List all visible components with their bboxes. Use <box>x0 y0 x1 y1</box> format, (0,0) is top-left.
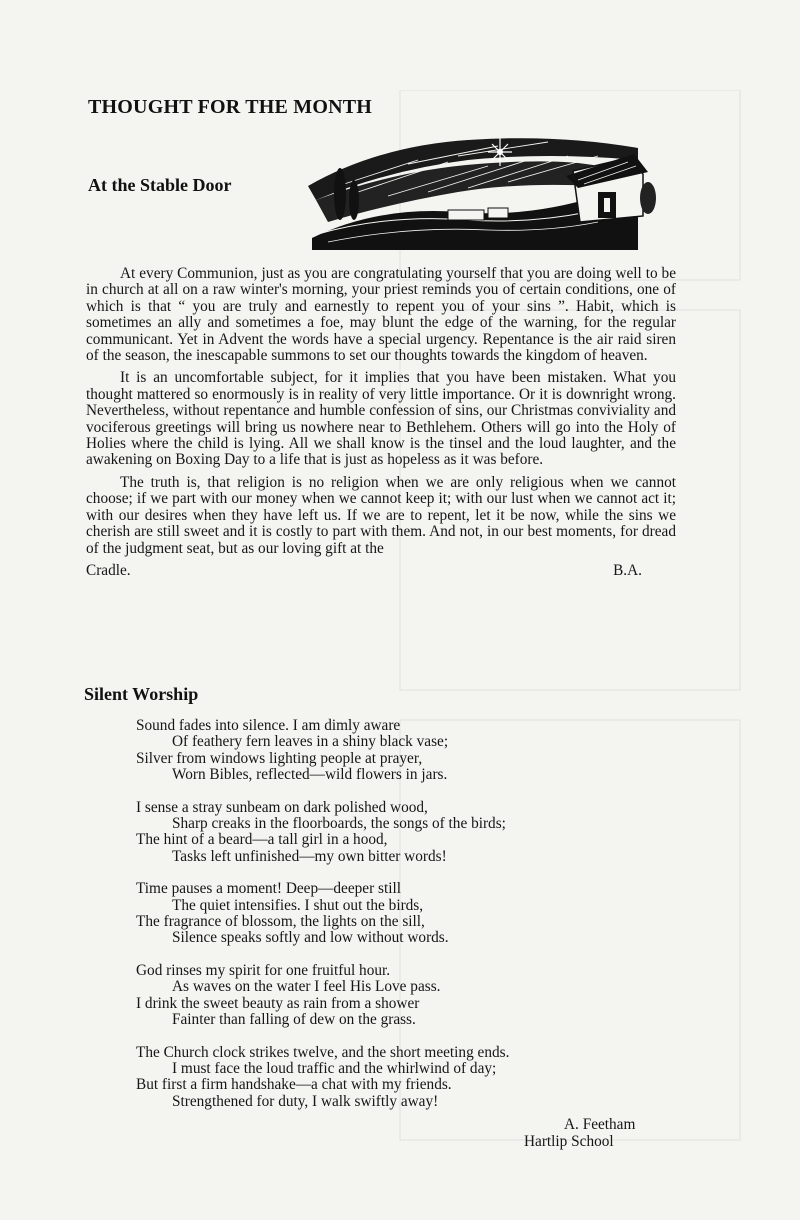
poem-line: Strengthened for duty, I walk swiftly away! <box>172 1092 439 1110</box>
poem-attribution <box>524 1117 635 1150</box>
poem-line: Sharp creaks in the floorboards, the songs of the birds; <box>172 815 506 833</box>
article-title: At the Stable Door <box>88 175 232 195</box>
poem-line: As waves on the water I feel His Love pass. <box>172 978 441 996</box>
poem-line: But first a firm handshake—a chat with my friends. <box>136 1076 452 1094</box>
stable-illustration <box>298 126 660 250</box>
poem-line: I drink the sweet beauty as rain from a shower <box>136 994 420 1012</box>
poem-line: Worn Bibles, reflected—wild flowers in jars. <box>172 766 448 784</box>
poem-line: Of feathery fern leaves in a shiny black vase; <box>172 733 449 751</box>
article-signoff-row <box>86 563 676 579</box>
article-paragraph-2: It is an uncomfortable subject, for it implies that you have been mistaken. What you thought mattered so enormously is in reality of very little importance. Or it is downright wrong. Nevertheless, without repentance and humble confession of sins, our Christmas conviviality and vociferous greetings will bring us nowhere near to Bethlehem. Others will go into the Holy of Holies where the child is lying. All we shall know is the tinsel and the loud laughter, and the awakening on Boxing Day to a life that is just as hopeless as it was before. <box>86 369 676 469</box>
poem-line: God rinses my spirit for one fruitful hour. <box>136 961 391 979</box>
article-last-word: Cradle. <box>86 561 131 579</box>
poem-stanza-2 <box>136 800 636 866</box>
poem-line: Sound fades into silence. I am dimly aware <box>136 717 401 734</box>
article-paragraph-3: The truth is, that religion is no religion when we are only religious when we cannot choose; if we part with our money when we cannot keep it; with our lust when we cannot act it; with our desires when they have left us. If we are to repent, let it be now, while the sins we cherish are still sweet and it is costly to part with them. And not, in our best moments, for dread of the judgment seat, but as our loving gift at the <box>86 473 676 557</box>
poem-line: The Church clock strikes twelve, and the short meeting ends. <box>136 1043 510 1061</box>
article-signoff: B.A. <box>613 561 642 579</box>
poem-stanza-3 <box>136 881 636 947</box>
poem-line: Fainter than falling of dew on the grass. <box>172 1011 416 1029</box>
poem-line: Tasks left unfinished—my own bitter words! <box>172 847 447 865</box>
poem-line: I must face the loud traffic and the whirlwind of day; <box>172 1059 497 1077</box>
page-title: THOUGHT FOR THE MONTH <box>88 96 373 118</box>
poem-line: The hint of a beard—a tall girl in a hood, <box>136 831 388 849</box>
poem <box>136 718 636 1126</box>
poem-stanza-1 <box>136 718 636 784</box>
poem-stanza-5 <box>136 1045 636 1111</box>
poem-school: Hartlip School <box>524 1132 614 1150</box>
poem-line: The fragrance of blossom, the lights on the sill, <box>136 913 425 931</box>
article-paragraph-1: At every Communion, just as you are congratulating yourself that you are doing well to be in church at all on a raw winter's morning, your priest reminds you of certain conditions, one of which is that “ you are truly and earnestly to repent you of your sins ”. Habit, which is sometimes an ally and sometimes a foe, may blunt the edge of the warning, for the regular communicant. Yet in Advent the words have a special urgency. Repentance is the air raid siren of the season, the inescapable summons to set our thoughts towards the kingdom of heaven. <box>86 265 676 365</box>
article-body <box>86 266 676 579</box>
poem-line: Time pauses a moment! Deep—deeper still <box>136 880 401 898</box>
poem-line: Silence speaks softly and low without words. <box>172 929 449 947</box>
poem-stanza-4 <box>136 963 636 1029</box>
poem-author: A. Feetham <box>564 1116 636 1133</box>
poem-line: Silver from windows lighting people at prayer, <box>136 749 423 767</box>
poem-line: The quiet intensifies. I shut out the birds, <box>172 896 424 914</box>
poem-title: Silent Worship <box>84 684 199 704</box>
poem-line: I sense a stray sunbeam on dark polished wood, <box>136 798 428 816</box>
